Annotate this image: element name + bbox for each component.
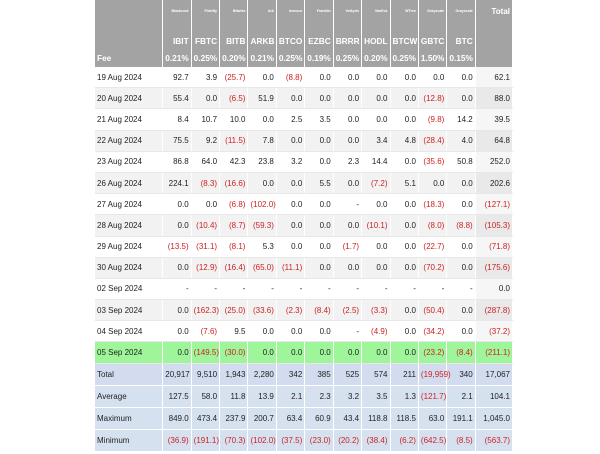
flow-cell: 0.0: [390, 67, 418, 88]
flow-cell: 0.0: [248, 109, 276, 130]
flow-cell: 23.8: [248, 151, 276, 172]
ticker-header: HODL: [362, 22, 390, 49]
provider-name: Ark: [248, 0, 276, 22]
flow-cell: 0.0: [333, 172, 361, 193]
flow-cell: (8.1): [220, 236, 248, 257]
flow-cell: (9.8): [418, 109, 446, 130]
flow-cell: (8.3): [191, 172, 219, 193]
total-fee-spacer: [475, 49, 512, 67]
summary-cell: 63.0: [418, 407, 446, 429]
flow-cell: (2.3): [276, 300, 304, 321]
table-row: [95, 300, 513, 321]
flow-cell: 0.0: [447, 88, 475, 109]
flow-cell: 0.0: [333, 130, 361, 151]
flow-cell: (16.6): [220, 172, 248, 193]
table-row: [95, 88, 513, 109]
flow-cell: 0.0: [333, 88, 361, 109]
flow-cell: 0.0: [333, 215, 361, 236]
flow-cell: 0.0: [390, 88, 418, 109]
fee-value: 0.20%: [362, 49, 390, 67]
flow-cell: 0.0: [163, 342, 191, 363]
flow-cell: -: [362, 278, 390, 299]
flow-cell: 2.5: [276, 109, 304, 130]
table-row: [95, 236, 513, 257]
summary-cell: (38.4): [362, 429, 390, 451]
summary-label: Average: [95, 385, 163, 407]
row-total: (211.1): [475, 342, 512, 363]
summary-cell: 574: [362, 363, 390, 385]
summary-cell: (37.5): [276, 429, 304, 451]
fee-value: 0.15%: [447, 49, 475, 67]
etf-flows-table-container: [95, 0, 513, 452]
flow-cell: 0.0: [276, 215, 304, 236]
flow-cell: 0.0: [418, 67, 446, 88]
flow-cell: 0.0: [276, 130, 304, 151]
summary-cell: (20.2): [333, 429, 361, 451]
row-date: 27 Aug 2024: [95, 194, 163, 215]
flow-cell: 5.5: [305, 172, 333, 193]
total-header: Total: [475, 0, 512, 22]
summary-body: [95, 363, 513, 451]
flow-cell: 0.0: [390, 236, 418, 257]
row-date: 05 Sep 2024: [95, 342, 163, 363]
flow-cell: 3.4: [362, 130, 390, 151]
flow-cell: (10.4): [191, 215, 219, 236]
summary-cell: 2,280: [248, 363, 276, 385]
summary-cell: 2.1: [447, 385, 475, 407]
summary-cell: (6.2): [390, 429, 418, 451]
summary-row: [95, 363, 513, 385]
table-row: [95, 194, 513, 215]
table-row: [95, 67, 513, 88]
flow-cell: (4.9): [362, 321, 390, 342]
row-date: 26 Aug 2024: [95, 172, 163, 193]
flow-cell: 0.0: [390, 342, 418, 363]
summary-cell: 9,510: [191, 363, 219, 385]
summary-cell: 237.9: [220, 407, 248, 429]
row-date: 21 Aug 2024: [95, 109, 163, 130]
row-total: 64.8: [475, 130, 512, 151]
flow-cell: 0.0: [305, 321, 333, 342]
flow-cell: 86.8: [163, 151, 191, 172]
row-total: 39.5: [475, 109, 512, 130]
flow-cell: 14.4: [362, 151, 390, 172]
flow-cell: 0.0: [305, 215, 333, 236]
ticker-header: FBTC: [191, 22, 219, 49]
flow-cell: 7.8: [248, 130, 276, 151]
flow-cell: -: [333, 278, 361, 299]
flow-cell: -: [390, 278, 418, 299]
flow-cell: 0.0: [163, 257, 191, 278]
flow-cell: 64.0: [191, 151, 219, 172]
header-corner: [95, 0, 163, 22]
summary-total: (563.7): [475, 429, 512, 451]
flow-cell: 0.0: [305, 88, 333, 109]
summary-cell: 340: [447, 363, 475, 385]
flow-cell: (28.4): [418, 130, 446, 151]
summary-row: [95, 407, 513, 429]
flow-cell: 0.0: [276, 88, 304, 109]
row-date: 29 Aug 2024: [95, 236, 163, 257]
summary-cell: 385: [305, 363, 333, 385]
flow-cell: 0.0: [447, 321, 475, 342]
row-total: 202.6: [475, 172, 512, 193]
row-total: 62.1: [475, 67, 512, 88]
summary-cell: 1,943: [220, 363, 248, 385]
flow-cell: 9.2: [191, 130, 219, 151]
flow-cell: (12.8): [418, 88, 446, 109]
summary-cell: 13.9: [248, 385, 276, 407]
summary-cell: 3.2: [333, 385, 361, 407]
row-total: (127.1): [475, 194, 512, 215]
summary-cell: 43.4: [333, 407, 361, 429]
flow-cell: (35.6): [418, 151, 446, 172]
row-date: 23 Aug 2024: [95, 151, 163, 172]
flow-cell: (13.5): [163, 236, 191, 257]
summary-cell: 118.5: [390, 407, 418, 429]
flow-cell: (18.3): [418, 194, 446, 215]
flow-cell: (31.1): [191, 236, 219, 257]
flow-cell: (8.8): [447, 215, 475, 236]
flow-cell: (65.0): [248, 257, 276, 278]
flow-cell: (25.0): [220, 300, 248, 321]
ticker-header: BRRR: [333, 22, 361, 49]
summary-cell: 118.8: [362, 407, 390, 429]
flow-cell: 0.0: [248, 342, 276, 363]
flow-cell: 0.0: [305, 67, 333, 88]
fee-value: 0.25%: [276, 49, 304, 67]
flow-cell: 3.2: [276, 151, 304, 172]
flow-cell: (7.2): [362, 172, 390, 193]
summary-cell: (191.1): [191, 429, 219, 451]
flow-cell: 3.9: [191, 67, 219, 88]
fee-value: 0.21%: [248, 49, 276, 67]
flow-cell: (7.6): [191, 321, 219, 342]
flow-cell: (6.5): [220, 88, 248, 109]
flow-cell: 0.0: [276, 236, 304, 257]
row-total: (105.3): [475, 215, 512, 236]
flow-cell: 0.0: [276, 342, 304, 363]
flow-cell: 0.0: [276, 321, 304, 342]
flow-cell: 55.4: [163, 88, 191, 109]
summary-row: [95, 429, 513, 451]
provider-name: Invesco: [276, 0, 304, 22]
summary-cell: (642.5): [418, 429, 446, 451]
summary-label: Minimum: [95, 429, 163, 451]
flow-cell: (8.4): [305, 300, 333, 321]
flow-cell: (149.5): [191, 342, 219, 363]
flow-cell: (11.1): [276, 257, 304, 278]
table-row: [95, 342, 513, 363]
row-date: 20 Aug 2024: [95, 88, 163, 109]
fee-value: 0.25%: [390, 49, 418, 67]
flow-cell: 0.0: [447, 300, 475, 321]
provider-name: Valkyrie: [333, 0, 361, 22]
flow-cell: 4.0: [447, 130, 475, 151]
flow-cell: 0.0: [248, 67, 276, 88]
flow-cell: (102.0): [248, 194, 276, 215]
table-row: [95, 130, 513, 151]
flow-cell: 0.0: [333, 67, 361, 88]
flow-cell: 0.0: [447, 172, 475, 193]
summary-total: 104.1: [475, 385, 512, 407]
flow-cell: 92.7: [163, 67, 191, 88]
flow-cell: 0.0: [447, 236, 475, 257]
flow-cell: (6.8): [220, 194, 248, 215]
summary-cell: 342: [276, 363, 304, 385]
header-corner: [95, 22, 163, 49]
fee-value: 0.25%: [333, 49, 361, 67]
table-row: [95, 278, 513, 299]
flow-cell: 0.0: [163, 194, 191, 215]
flow-cell: (16.4): [220, 257, 248, 278]
flow-cell: 0.0: [333, 109, 361, 130]
provider-name: Bitwise: [220, 0, 248, 22]
summary-total: 17,067: [475, 363, 512, 385]
flow-cell: 0.0: [248, 321, 276, 342]
flow-cell: 2.3: [333, 151, 361, 172]
summary-cell: (70.3): [220, 429, 248, 451]
row-total: 0.0: [475, 278, 512, 299]
row-date: 30 Aug 2024: [95, 257, 163, 278]
flow-cell: 0.0: [362, 194, 390, 215]
fee-value: 1.50%: [418, 49, 446, 67]
provider-name: Franklin: [305, 0, 333, 22]
flow-cell: -: [305, 278, 333, 299]
flow-cell: (162.3): [191, 300, 219, 321]
flow-cell: 0.0: [390, 215, 418, 236]
flow-cell: 5.3: [248, 236, 276, 257]
provider-header-row: [95, 0, 513, 22]
etf-flows-table: [95, 0, 513, 452]
summary-label: Total: [95, 363, 163, 385]
flow-cell: (3.3): [362, 300, 390, 321]
flow-cell: (59.3): [248, 215, 276, 236]
flow-cell: (34.2): [418, 321, 446, 342]
flow-cell: -: [248, 278, 276, 299]
flow-cell: 75.5: [163, 130, 191, 151]
row-date: 03 Sep 2024: [95, 300, 163, 321]
flow-cell: (8.7): [220, 215, 248, 236]
flow-cell: 0.0: [305, 194, 333, 215]
flow-cell: 42.3: [220, 151, 248, 172]
flow-cell: 0.0: [362, 236, 390, 257]
ticker-header: ARKB: [248, 22, 276, 49]
flow-cell: (70.2): [418, 257, 446, 278]
flow-cell: (30.0): [220, 342, 248, 363]
summary-cell: 211: [390, 363, 418, 385]
fee-value: 0.19%: [305, 49, 333, 67]
table-row: [95, 215, 513, 236]
summary-cell: (8.5): [447, 429, 475, 451]
flow-cell: 0.0: [305, 236, 333, 257]
flow-cell: (12.9): [191, 257, 219, 278]
flow-cell: 0.0: [305, 151, 333, 172]
flow-cell: 0.0: [305, 130, 333, 151]
provider-name: Fidelity: [191, 0, 219, 22]
flow-cell: 224.1: [163, 172, 191, 193]
ticker-header: BITB: [220, 22, 248, 49]
fee-value: 0.21%: [163, 49, 191, 67]
flow-cell: 0.0: [418, 172, 446, 193]
flow-cell: 0.0: [390, 300, 418, 321]
summary-cell: 1.3: [390, 385, 418, 407]
flow-cell: 0.0: [362, 67, 390, 88]
row-total: (37.2): [475, 321, 512, 342]
flow-cell: (8.4): [447, 342, 475, 363]
flow-cell: (10.1): [362, 215, 390, 236]
row-total: 88.0: [475, 88, 512, 109]
flow-cell: 0.0: [362, 342, 390, 363]
fee-value: 0.20%: [220, 49, 248, 67]
flow-cell: (8.0): [418, 215, 446, 236]
flow-cell: 0.0: [305, 257, 333, 278]
summary-cell: 11.8: [220, 385, 248, 407]
summary-cell: (23.0): [305, 429, 333, 451]
flow-cell: 0.0: [362, 88, 390, 109]
flow-cell: 9.5: [220, 321, 248, 342]
flow-cell: -: [220, 278, 248, 299]
flow-cell: (23.2): [418, 342, 446, 363]
flow-cell: 3.5: [305, 109, 333, 130]
summary-cell: 60.9: [305, 407, 333, 429]
flow-cell: 0.0: [362, 109, 390, 130]
row-total: (71.8): [475, 236, 512, 257]
flow-cell: 0.0: [276, 172, 304, 193]
flow-cell: (33.6): [248, 300, 276, 321]
flow-cell: 4.8: [390, 130, 418, 151]
summary-cell: 20,917: [163, 363, 191, 385]
summary-cell: 3.5: [362, 385, 390, 407]
flow-cell: 0.0: [163, 215, 191, 236]
flow-cell: (25.7): [220, 67, 248, 88]
provider-name: Grayscale: [418, 0, 446, 22]
ticker-header-row: [95, 22, 513, 49]
flow-cell: 0.0: [276, 194, 304, 215]
flow-cell: 5.1: [390, 172, 418, 193]
flow-cell: 0.0: [390, 321, 418, 342]
summary-cell: 473.4: [191, 407, 219, 429]
flow-cell: 0.0: [163, 321, 191, 342]
fee-label: Fee: [95, 49, 163, 67]
flow-cell: 0.0: [333, 257, 361, 278]
summary-cell: 127.5: [163, 385, 191, 407]
flow-cell: 51.9: [248, 88, 276, 109]
summary-total: 1,045.0: [475, 407, 512, 429]
flow-cell: 0.0: [390, 151, 418, 172]
row-total: (287.8): [475, 300, 512, 321]
provider-name: WTree: [390, 0, 418, 22]
summary-row: [95, 385, 513, 407]
summary-cell: 63.4: [276, 407, 304, 429]
flow-cell: 0.0: [362, 257, 390, 278]
flow-cell: (2.5): [333, 300, 361, 321]
flow-cell: 0.0: [305, 342, 333, 363]
flow-cell: 14.2: [447, 109, 475, 130]
row-total: (175.6): [475, 257, 512, 278]
row-date: 04 Sep 2024: [95, 321, 163, 342]
summary-cell: (19,959): [418, 363, 446, 385]
daily-flows-body: [95, 67, 513, 363]
row-total: 252.0: [475, 151, 512, 172]
fee-header-row: [95, 49, 513, 67]
flow-cell: 10.7: [191, 109, 219, 130]
flow-cell: -: [276, 278, 304, 299]
flow-cell: 0.0: [390, 194, 418, 215]
flow-cell: 0.0: [447, 67, 475, 88]
flow-cell: 50.8: [447, 151, 475, 172]
flow-cell: 0.0: [163, 300, 191, 321]
provider-name: VanEck: [362, 0, 390, 22]
summary-cell: 2.1: [276, 385, 304, 407]
flow-cell: 0.0: [333, 342, 361, 363]
flow-cell: 0.0: [248, 172, 276, 193]
flow-cell: (8.8): [276, 67, 304, 88]
flow-cell: (50.4): [418, 300, 446, 321]
ticker-header: IBIT: [163, 22, 191, 49]
total-header-spacer: [475, 22, 512, 49]
table-row: [95, 257, 513, 278]
table-row: [95, 172, 513, 193]
flow-cell: (22.7): [418, 236, 446, 257]
flow-cell: -: [418, 278, 446, 299]
ticker-header: BTC: [447, 22, 475, 49]
summary-cell: 200.7: [248, 407, 276, 429]
flow-cell: 0.0: [390, 257, 418, 278]
table-row: [95, 151, 513, 172]
summary-cell: 58.0: [191, 385, 219, 407]
flow-cell: 0.0: [447, 194, 475, 215]
flow-cell: 0.0: [390, 109, 418, 130]
row-date: 22 Aug 2024: [95, 130, 163, 151]
provider-name: Grayscale: [447, 0, 475, 22]
flow-cell: (1.7): [333, 236, 361, 257]
fee-value: 0.25%: [191, 49, 219, 67]
flow-cell: 8.4: [163, 109, 191, 130]
summary-cell: (102.0): [248, 429, 276, 451]
row-date: 19 Aug 2024: [95, 67, 163, 88]
flow-cell: -: [191, 278, 219, 299]
summary-label: Maximum: [95, 407, 163, 429]
summary-cell: 525: [333, 363, 361, 385]
ticker-header: EZBC: [305, 22, 333, 49]
summary-cell: 849.0: [163, 407, 191, 429]
row-date: 28 Aug 2024: [95, 215, 163, 236]
table-row: [95, 321, 513, 342]
flow-cell: 10.0: [220, 109, 248, 130]
provider-name: Blackrock: [163, 0, 191, 22]
ticker-header: BTCW: [390, 22, 418, 49]
flow-cell: -: [163, 278, 191, 299]
summary-cell: 191.1: [447, 407, 475, 429]
summary-cell: (121.7): [418, 385, 446, 407]
row-date: 02 Sep 2024: [95, 278, 163, 299]
table-row: [95, 109, 513, 130]
flow-cell: 0.0: [191, 88, 219, 109]
flow-cell: (11.5): [220, 130, 248, 151]
summary-cell: (36.9): [163, 429, 191, 451]
summary-cell: 2.3: [305, 385, 333, 407]
ticker-header: BTCO: [276, 22, 304, 49]
flow-cell: -: [333, 194, 361, 215]
flow-cell: 0.0: [447, 257, 475, 278]
flow-cell: 0.0: [191, 194, 219, 215]
flow-cell: -: [333, 321, 361, 342]
ticker-header: GBTC: [418, 22, 446, 49]
flow-cell: -: [447, 278, 475, 299]
